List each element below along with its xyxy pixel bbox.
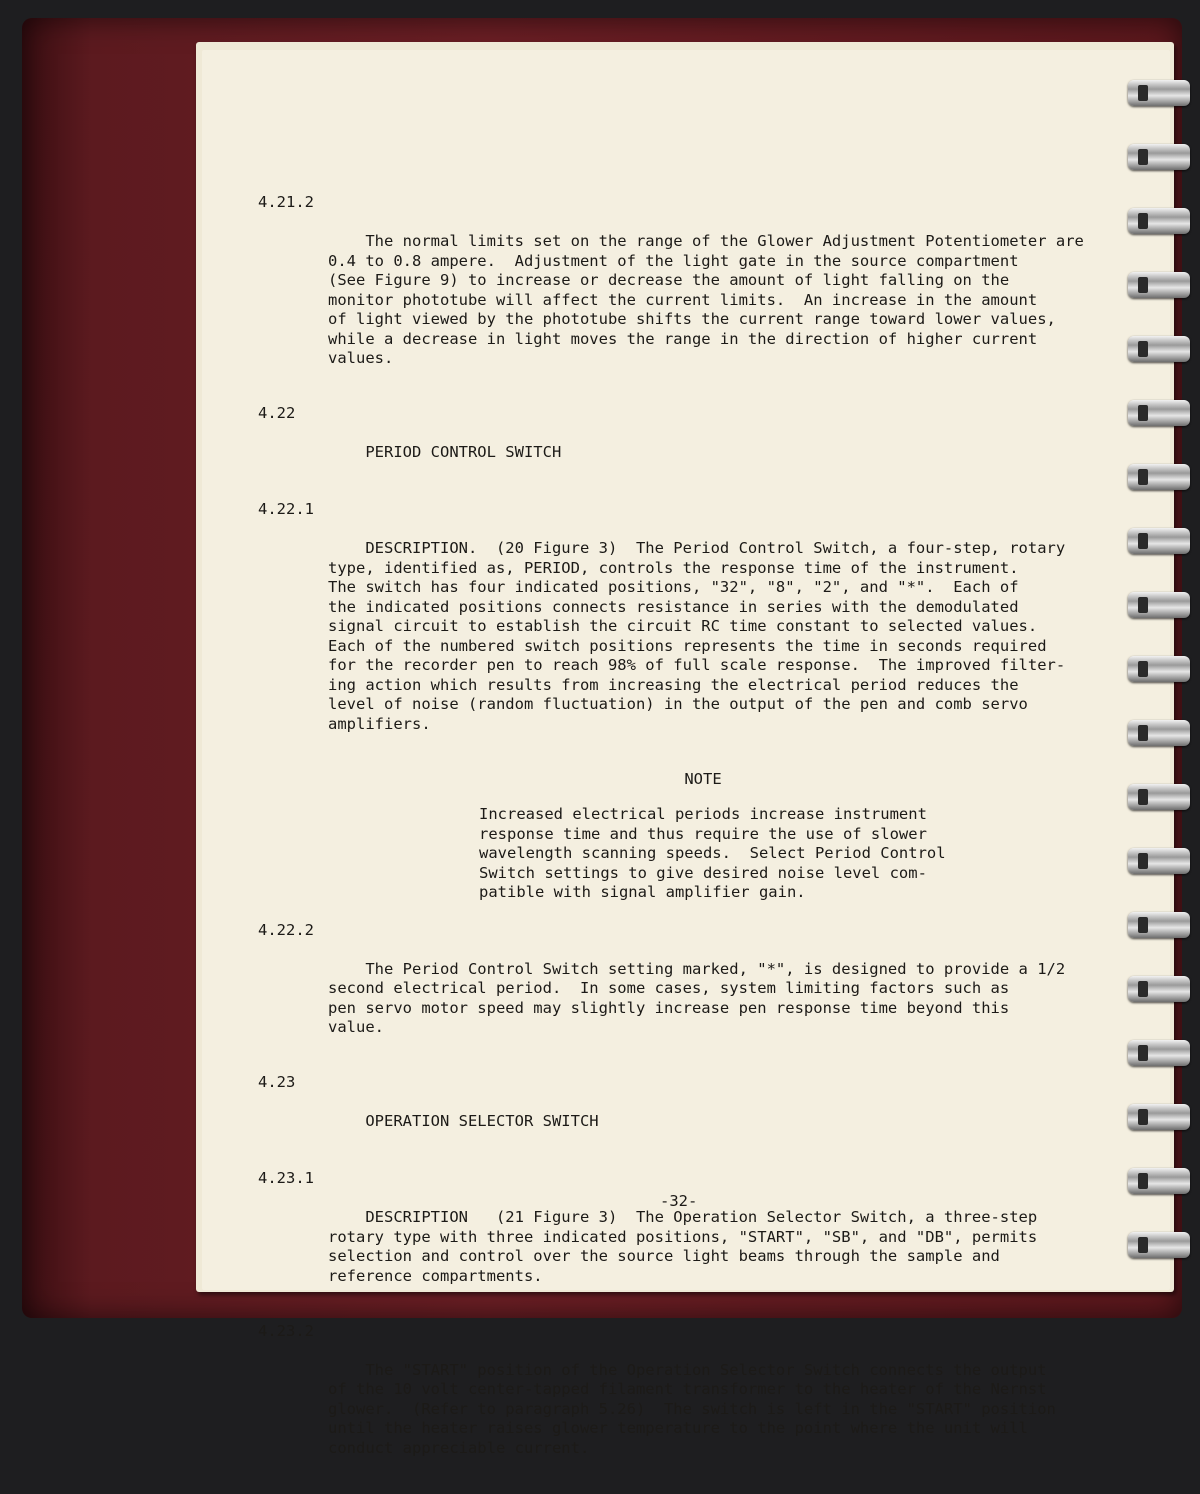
- section-4-23-heading: [258, 1073, 1078, 1151]
- section-number: 4.23.1: [258, 1169, 314, 1187]
- binding-ring: [1128, 1104, 1190, 1130]
- section-number: 4.22.1: [258, 500, 314, 518]
- section-text: DESCRIPTION (21 Figure 3) The Operation Selector Switch, a three-step rotary type with three indicated positions, "START", "SB", and "DB", permits selection and control over the source light beams through the sample and reference compartments.: [328, 1208, 1038, 1285]
- section-number: 4.23: [258, 1073, 296, 1091]
- binding-ring: [1128, 976, 1190, 1002]
- section-4-22-1: [258, 500, 1078, 754]
- section-heading: OPERATION SELECTOR SWITCH: [365, 1112, 599, 1130]
- binding-ring: [1128, 848, 1190, 874]
- section-4-23-1: [258, 1169, 1078, 1306]
- section-number: 4.22.2: [258, 920, 314, 939]
- binding-ring: [1128, 1040, 1190, 1066]
- section-number: 4.21.2: [258, 193, 314, 211]
- page-text: [258, 193, 1084, 1494]
- section-4-22-heading: [258, 404, 1078, 482]
- binding-ring: [1128, 784, 1190, 810]
- binding-ring: [1128, 912, 1190, 938]
- spiral-binding: [1128, 60, 1200, 1320]
- binding-ring: [1128, 464, 1190, 490]
- section-number: 4.23.2: [258, 1321, 314, 1340]
- section-4-22-2: [258, 921, 1078, 1058]
- section-text: DESCRIPTION. (20 Figure 3) The Period Control Switch, a four-step, rotary type, identified as, PERIOD, controls the response time of the instrument. The switch has four indicated positions, "32", "8", "2", and "*". Each of the indicated positions connects resistance in series with the demodulated signal circuit to establish the circuit RC time constant to selected values. Each of the numbered switch positions represents the time in seconds required for the recorder pen to reach 98% of full scale response. The improved filter- ing action which results from increasing the electrical period reduces the level of noise (random fluctuation) in the output of the pen and comb servo amplifiers.: [328, 539, 1066, 733]
- section-text: The normal limits set on the range of the Glower Adjustment Potentiometer are 0.4 to 0.8 ampere. Adjustment of the light gate in the source compartment (See Figure 9) to increase or decrease the amount of light falling on the monitor phototube will affect the current limits. An increase in the amount of light viewed by the phototube shifts the current range toward lower values, while a decrease in light moves the range in the direction of higher current values.: [328, 232, 1084, 367]
- section-4-21-2: [258, 193, 1084, 388]
- binding-ring: [1128, 1232, 1190, 1258]
- binding-ring: [1128, 80, 1190, 106]
- binding-ring: [1128, 336, 1190, 362]
- binding-ring: [1128, 144, 1190, 170]
- binding-ring: [1128, 400, 1190, 426]
- note-title: NOTE: [684, 769, 722, 788]
- section-number: 4.22: [258, 404, 296, 422]
- section-text: The Period Control Switch setting marked, "*", is designed to provide a 1/2 second electrical period. In some cases, system limiting factors such as pen servo motor speed may slightly increase pen response time beyond this value.: [328, 959, 1066, 1036]
- binding-ring: [1128, 528, 1190, 554]
- binding-ring: [1128, 272, 1190, 298]
- page-number: -32-: [660, 1192, 698, 1210]
- binding-ring: [1128, 592, 1190, 618]
- section-4-23-2: [258, 1322, 1078, 1478]
- binding-ring: [1128, 656, 1190, 682]
- binding-ring: [1128, 1168, 1190, 1194]
- section-text: The "START" position of the Operation Selector Switch connects the output of the 10 volt center-tapped filament transformer to the heater of the Nernst glower. (Refer to paragraph 5.26) The switch is left in the "START" position until the heater raises glower temperature to the point where the unit will conduct appreciable current.: [328, 1360, 1056, 1457]
- binding-ring: [1128, 208, 1190, 234]
- binding-ring: [1128, 720, 1190, 746]
- section-heading: PERIOD CONTROL SWITCH: [365, 443, 562, 461]
- note-text: Increased electrical periods increase instrument response time and thus require the use of slower wavelength scanning speeds. Select Period Control Switch settings to give desired noise level com- patible with signal amplifier gain.: [479, 805, 946, 901]
